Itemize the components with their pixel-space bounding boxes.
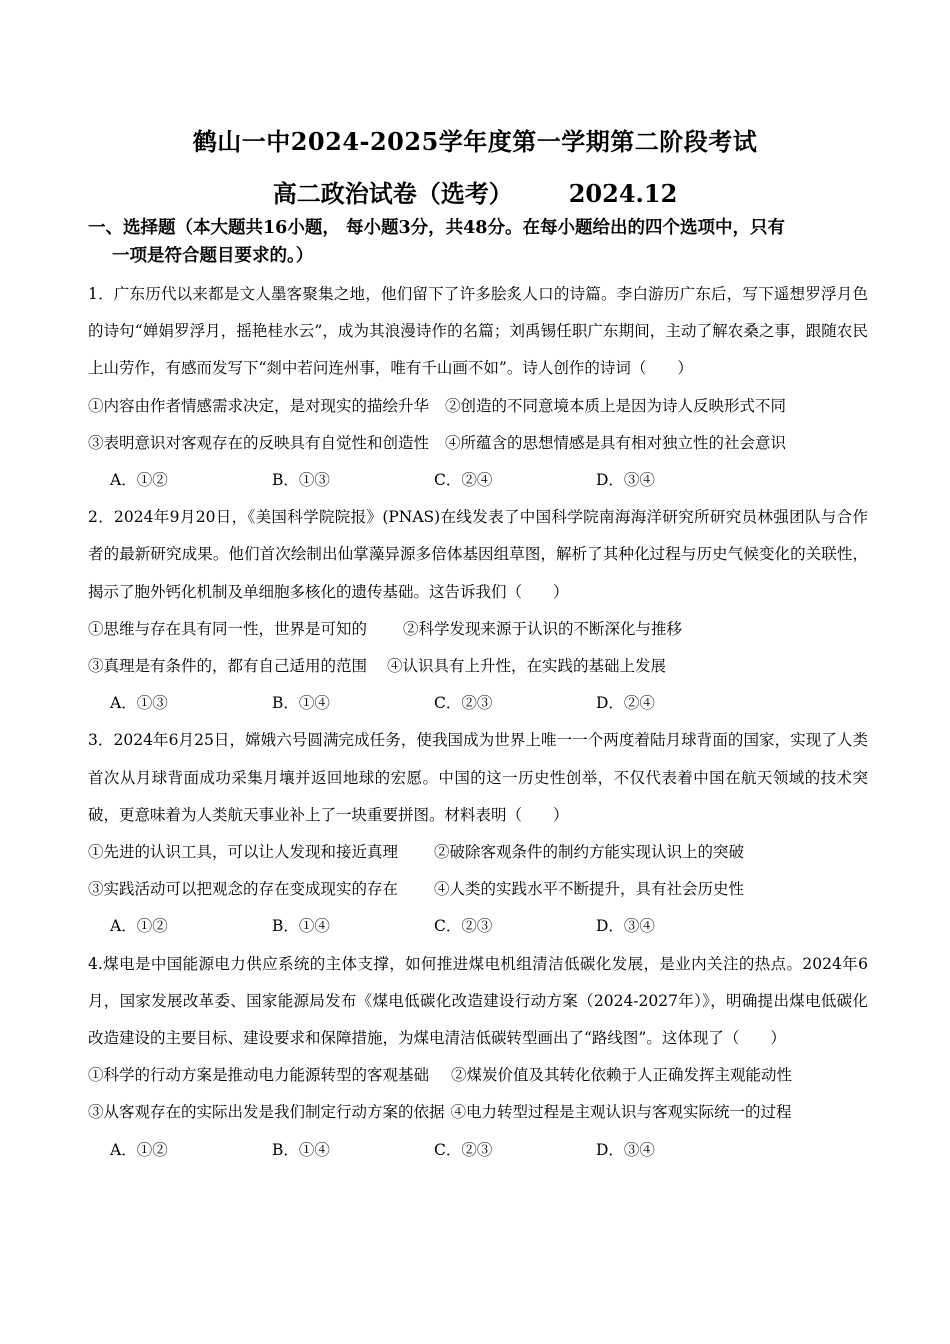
- option-row: [88, 388, 868, 425]
- choice-d[interactable]: D．③④: [596, 917, 655, 936]
- option-row: [88, 611, 868, 648]
- option-row: [88, 1094, 868, 1131]
- statement-option: ①内容由作者情感需求决定，是对现实的描绘升华: [88, 396, 430, 415]
- choice-b[interactable]: B．①④: [272, 694, 330, 713]
- subject-label: 高二政治试卷（选考）: [272, 179, 513, 208]
- question-3: [88, 722, 868, 945]
- answer-choices: [88, 908, 868, 945]
- choice-d[interactable]: D．②④: [596, 694, 655, 713]
- choice-b[interactable]: B．①④: [272, 1140, 330, 1159]
- option-row: [88, 834, 868, 871]
- statement-option: ②科学发现来源于认识的不断深化与推移: [403, 619, 683, 638]
- choice-d[interactable]: D．③④: [596, 1140, 655, 1159]
- statement-option: ②煤炭价值及其转化依赖于人正确发挥主观能动性: [451, 1066, 793, 1085]
- choice-d[interactable]: D．③④: [596, 471, 655, 490]
- option-row: [88, 425, 868, 462]
- question-stem: 2．2024年9月20日，《美国科学院院报》(PNAS)在线发表了中国科学院南海海洋研究所研究员林强团队与合作者的最新研究成果。他们首次绘制出仙掌藻异源多倍体基因组草图，解析了其种化过程与历史气候变化的关联性，揭示了胞外钙化机制及单细胞多核化的遗传基础。这告诉我们（ ）: [88, 508, 868, 601]
- choice-b[interactable]: B．①③: [272, 471, 330, 490]
- option-row: [88, 648, 868, 685]
- choice-a[interactable]: A．①②: [110, 917, 168, 936]
- statement-option: ③真理是有条件的，都有自己适用的范围: [88, 657, 368, 676]
- exam-date: 2024.12: [568, 179, 678, 208]
- statement-option: ③表明意识对客观存在的反映具有自觉性和创造性: [88, 433, 430, 452]
- choice-c[interactable]: C．②④: [434, 471, 493, 490]
- statement-option: ②创造的不同意境本质上是因为诗人反映形式不同: [445, 396, 787, 415]
- exam-subtitle: [0, 174, 950, 209]
- question-list: [88, 276, 868, 1169]
- answer-choices: [88, 1132, 868, 1169]
- choice-a[interactable]: A．①③: [110, 694, 168, 713]
- question-2: [88, 499, 868, 722]
- question-stem: 1．广东历代以来都是文人墨客聚集之地，他们留下了许多脍炙人口的诗篇。李白游历广东后，写下遥想罗浮月色的诗句“婵娟罗浮月，摇艳桂水云”，成为其浪漫诗作的名篇；刘禹锡任职广东期间，主动了解农桑之事，跟随农民上山劳作，有感而发写下“剡中若问连州事，唯有千山画不如”。诗人创作的诗词（ ）: [88, 285, 868, 378]
- choice-a[interactable]: A．①②: [110, 471, 168, 490]
- question-stem: 4.煤电是中国能源电力供应系统的主体支撑，如何推进煤电机组清洁低碳化发展，是业内关注的热点。2024年6月，国家发展改革委、国家能源局发布《煤电低碳化改造建设行动方案（2024-2027年）》，明确提出煤电低碳化改造建设的主要目标、建设要求和保障措施，为煤电清洁低碳转型画出了“路线图”。这体现了（ ）: [88, 954, 868, 1048]
- section-heading-line1: 一、选择题（本大题共16小题， 每小题3分，共48分。在每小题给出的四个选项中，只有: [88, 218, 785, 238]
- option-row: [88, 871, 868, 908]
- statement-option: ④所蕴含的思想情感是具有相对独立性的社会意识: [445, 433, 787, 452]
- choice-b[interactable]: B．①④: [272, 917, 330, 936]
- statement-option: ④电力转型过程是主观认识与客观实际统一的过程: [450, 1103, 792, 1122]
- section-heading-line2: 一项是符合题目要求的。）: [112, 246, 314, 266]
- section-heading: [88, 214, 878, 270]
- exam-title: 鹤山一中2024-2025学年度第一学期第二阶段考试: [192, 127, 758, 156]
- answer-choices: [88, 685, 868, 722]
- statement-option: ②破除客观条件的制约方能实现认识上的突破: [434, 843, 745, 862]
- choice-c[interactable]: C．②③: [434, 917, 493, 936]
- question-1: [88, 276, 868, 499]
- statement-option: ④认识具有上升性，在实践的基础上发展: [387, 657, 667, 676]
- question-stem: 3．2024年6月25日，嫦娥六号圆满完成任务，使我国成为世界上唯一一个两度着陆月球背面的国家，实现了人类首次从月球背面成功采集月壤并返回地球的宏愿。中国的这一历史性创举，不仅代表着中国在航天领域的技术突破，更意味着为人类航天事业补上了一块重要拼图。材料表明（ ）: [88, 731, 868, 824]
- statement-option: ①思维与存在具有同一性，世界是可知的: [88, 619, 368, 638]
- statement-option: ③从客观存在的实际出发是我们制定行动方案的依据: [88, 1103, 445, 1122]
- choice-a[interactable]: A．①②: [110, 1140, 168, 1159]
- statement-option: ④人类的实践水平不断提升，具有社会历史性: [434, 880, 745, 899]
- statement-option: ③实践活动可以把观念的存在变成现实的存在: [88, 880, 399, 899]
- option-row: [88, 1057, 868, 1094]
- choice-c[interactable]: C．②③: [434, 694, 493, 713]
- statement-option: ①先进的认识工具，可以让人发现和接近真理: [88, 843, 399, 862]
- answer-choices: [88, 462, 868, 499]
- question-4: [88, 946, 868, 1169]
- choice-c[interactable]: C．②③: [434, 1140, 493, 1159]
- statement-option: ①科学的行动方案是推动电力能源转型的客观基础: [88, 1066, 430, 1085]
